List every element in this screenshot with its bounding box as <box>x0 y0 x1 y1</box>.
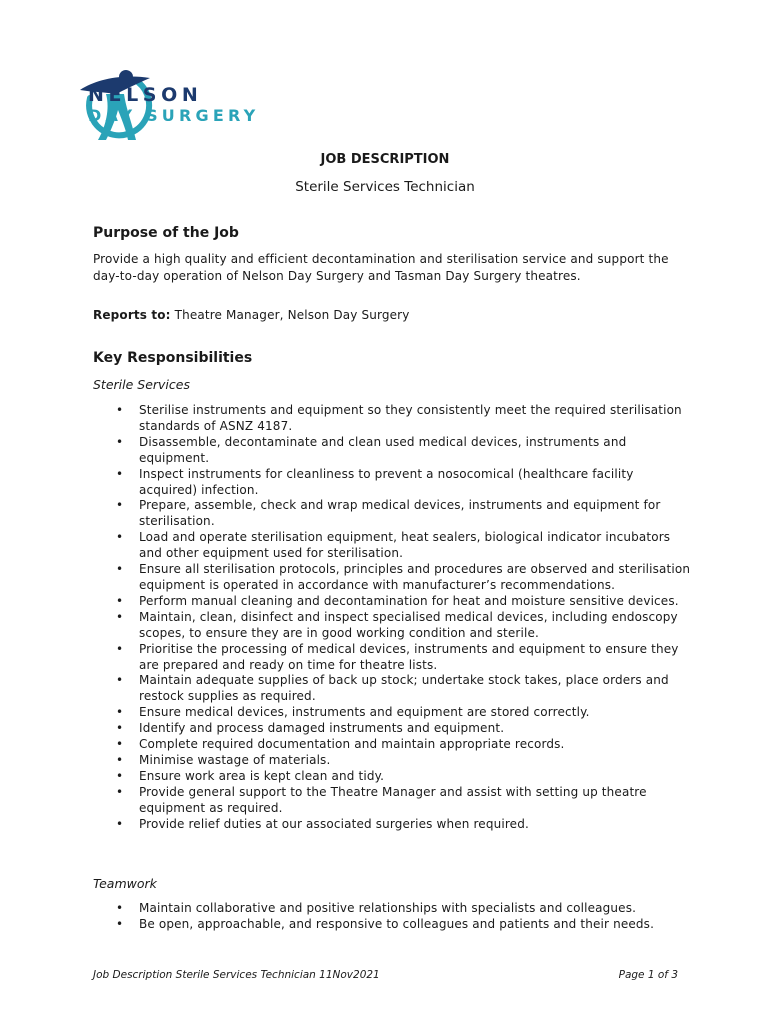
list-item: • Identify and process damaged instruments and equipment. <box>93 721 693 737</box>
reports-to-value: Theatre Manager, Nelson Day Surgery <box>170 308 410 322</box>
list-item: • Perform manual cleaning and decontamination for heat and moisture sensitive devices. <box>93 594 693 610</box>
list-item: • Maintain collaborative and positive relationships with specialists and colleagues. <box>93 901 693 917</box>
list-item: • Sterilise instruments and equipment so they consistently meet the required sterilisation standards of ASNZ 4187. <box>93 403 693 435</box>
list-item: • Prioritise the processing of medical devices, instruments and equipment to ensure they are prepared and ready on time for theatre lists. <box>93 642 693 674</box>
reports-to-label: Reports to: <box>93 308 171 322</box>
list-item: • Complete required documentation and maintain appropriate records. <box>93 737 693 753</box>
logo-text-nelson: NELSON <box>88 84 203 106</box>
list-item: • Maintain adequate supplies of back up stock; undertake stock takes, place orders and restock supplies as required. <box>93 673 693 705</box>
list-item: • Minimise wastage of materials. <box>93 753 693 769</box>
teamwork-subheading: Teamwork <box>93 876 157 891</box>
teamwork-list <box>93 901 693 933</box>
document-title: JOB DESCRIPTION <box>320 152 450 167</box>
list-item: • Provide general support to the Theatre Manager and assist with setting up theatre equipment as required. <box>93 785 693 817</box>
list-item: • Prepare, assemble, check and wrap medical devices, instruments and equipment for sterilisation. <box>93 498 693 530</box>
list-item: • Disassemble, decontaminate and clean used medical devices, instruments and equipment. <box>93 435 693 467</box>
sterile-services-list <box>93 403 693 832</box>
purpose-text: Provide a high quality and efficient decontamination and sterilisation service and support the day-to-day operation of Nelson Day Surgery and Tasman Day Surgery theatres. <box>93 252 669 283</box>
footer-page-number: Page 1 of 3 <box>618 969 678 981</box>
list-item: • Ensure medical devices, instruments and equipment are stored correctly. <box>93 705 693 721</box>
list-item: • Maintain, clean, disinfect and inspect specialised medical devices, including endoscopy scopes, to ensure they are in good working condition and sterile. <box>93 610 693 642</box>
sterile-services-subheading: Sterile Services <box>93 377 190 392</box>
list-item: • Ensure work area is kept clean and tidy. <box>93 769 693 785</box>
list-item: • Inspect instruments for cleanliness to prevent a nosocomical (healthcare facility acquired) infection. <box>93 467 693 499</box>
key-responsibilities-heading: Key Responsibilities <box>93 350 253 366</box>
job-title: Sterile Services Technician <box>295 179 475 195</box>
reports-to <box>93 308 410 322</box>
purpose-heading: Purpose of the Job <box>93 225 239 241</box>
logo-text-day-surgery: DAY SURGERY <box>88 106 260 125</box>
list-item: • Be open, approachable, and responsive to colleagues and patients and their needs. <box>93 917 693 933</box>
footer-document-name: Job Description Sterile Services Technician 11Nov2021 <box>93 969 380 981</box>
list-item: • Load and operate sterilisation equipment, heat sealers, biological indicator incubators and other equipment used for sterilisation. <box>93 530 693 562</box>
list-item: • Ensure all sterilisation protocols, principles and procedures are observed and sterilisation equipment is operated in accordance with manufacturer’s recommendations. <box>93 562 693 594</box>
list-item: • Provide relief duties at our associated surgeries when required. <box>93 817 693 833</box>
